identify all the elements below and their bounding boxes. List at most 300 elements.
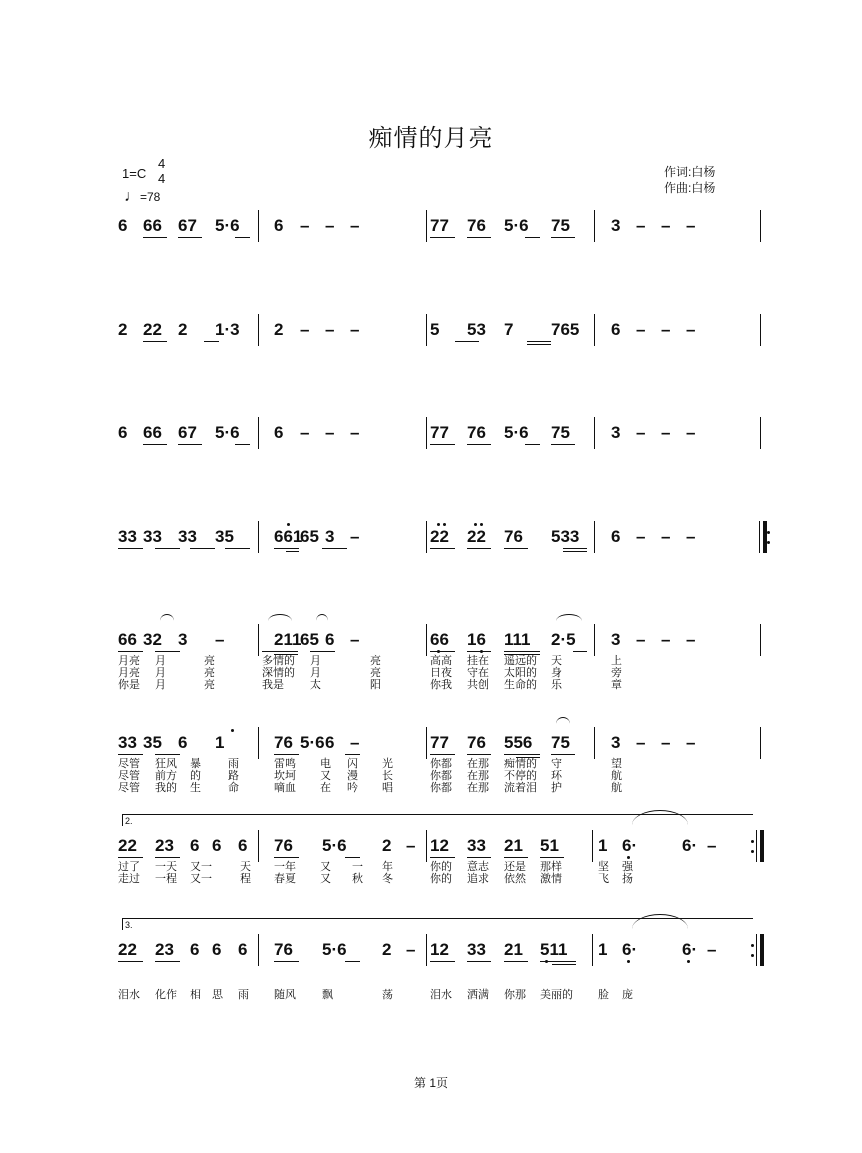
lyric-word: 追求 xyxy=(467,873,489,885)
lyric-word: 又一 xyxy=(190,873,212,885)
note-group: 75 xyxy=(551,733,570,752)
lyric-word: 你我 xyxy=(430,679,452,691)
lyric-word: 生 xyxy=(190,782,201,794)
note-underline xyxy=(552,964,576,965)
lyric-word: 又一 xyxy=(190,861,212,873)
note-group: 76 xyxy=(467,423,486,442)
lyric-word: 生命的 xyxy=(504,679,537,691)
lyric-word: 护 xyxy=(551,782,562,794)
note-underline xyxy=(322,548,347,549)
lyric-word: 太 xyxy=(310,679,321,691)
note-group: – xyxy=(406,940,416,959)
lyric-word: 不停的 xyxy=(504,770,537,782)
bar-line xyxy=(756,934,757,966)
lyric-word: 走过 xyxy=(118,873,140,885)
note-group: 51 xyxy=(540,836,559,855)
composer: 作曲:白杨 xyxy=(664,181,716,195)
lyric-word: 在那 xyxy=(467,782,489,794)
note-group: 76 xyxy=(274,836,293,855)
lyric-word: 激情 xyxy=(540,873,562,885)
key-signature: 1=C xyxy=(122,166,147,181)
note-group: 1 xyxy=(598,836,608,855)
note-group: 77 xyxy=(430,733,449,752)
note-group: 3 xyxy=(611,733,621,752)
lyric-word: 飞 xyxy=(598,873,609,885)
note-group: 6· xyxy=(682,940,698,959)
lyric-word: 吟 xyxy=(347,782,358,794)
lyric-word: 遥远的 xyxy=(504,655,537,667)
lyric-word: 那样 xyxy=(540,861,562,873)
lyric-word: 一程 xyxy=(155,873,177,885)
note-group: 2 xyxy=(274,320,284,339)
note-underline xyxy=(235,444,250,445)
note-group: 3 xyxy=(178,630,188,649)
lyric-word: 坎坷 xyxy=(274,770,296,782)
octave-dot xyxy=(437,523,440,526)
note-group: – xyxy=(636,733,646,752)
note-group: 556 xyxy=(504,733,533,752)
note-underline xyxy=(573,651,587,652)
note-underline xyxy=(467,548,491,549)
note-group: 6 xyxy=(212,940,222,959)
note-group: 75 xyxy=(551,216,570,235)
note-group: 21 xyxy=(504,836,523,855)
note-group: 22 xyxy=(118,940,137,959)
repeat-dot xyxy=(751,840,754,843)
bar-line xyxy=(592,934,593,966)
lyric-word: 月 xyxy=(310,655,321,667)
lyric-word: 前方 xyxy=(155,770,177,782)
note-group: – xyxy=(661,630,671,649)
note-group: 33 xyxy=(467,836,486,855)
bar-line xyxy=(760,417,761,449)
note-group: 3 xyxy=(611,216,621,235)
note-group: 6 xyxy=(238,836,248,855)
note-group: 6 xyxy=(118,216,128,235)
lyric-word: 洒满 xyxy=(467,989,489,1001)
note-underline xyxy=(467,857,491,858)
bar-line xyxy=(759,521,760,553)
note-group: 5 xyxy=(430,320,440,339)
note-group: – xyxy=(350,733,360,752)
lyric-word: 月 xyxy=(155,679,166,691)
note-underline xyxy=(467,754,491,755)
note-group: 6· xyxy=(682,836,698,855)
lyric-word: 程 xyxy=(240,873,251,885)
note-group: 1 xyxy=(215,733,225,752)
note-group: 3 xyxy=(325,527,335,546)
lyric-word: 阳 xyxy=(370,679,381,691)
note-group: – xyxy=(325,216,335,235)
note-group: – xyxy=(636,423,646,442)
lyric-word: 还是 xyxy=(504,861,526,873)
note-underline xyxy=(525,444,540,445)
note-group: 5·6 xyxy=(322,940,347,959)
note-underline xyxy=(345,961,360,962)
note-underline xyxy=(274,961,299,962)
note-underline xyxy=(155,548,180,549)
note-group: 6 xyxy=(274,423,284,442)
time-signature-bottom: 4 xyxy=(158,171,166,186)
note-underline xyxy=(467,444,491,445)
note-underline xyxy=(504,754,540,755)
tempo-value: =78 xyxy=(140,190,161,204)
lyric-word: 旁 xyxy=(611,667,622,679)
note-underline xyxy=(430,548,455,549)
note-group: 22 xyxy=(143,320,162,339)
note-group: 211 xyxy=(274,630,302,649)
lyric-word: 望 xyxy=(611,758,622,770)
lyric-word: 意志 xyxy=(467,861,489,873)
octave-dot xyxy=(687,960,690,963)
note-group: 76 xyxy=(274,733,293,752)
note-underline xyxy=(235,237,250,238)
slur-mark xyxy=(556,717,570,724)
lyric-word: 飘 xyxy=(322,989,333,1001)
lyric-word: 的 xyxy=(190,770,201,782)
note-underline xyxy=(274,548,299,549)
lyric-word: 庞 xyxy=(622,989,633,1001)
note-underline xyxy=(455,341,479,342)
octave-dot xyxy=(627,960,630,963)
note-group: – xyxy=(686,216,696,235)
note-underline xyxy=(274,754,299,755)
note-underline xyxy=(504,548,528,549)
octave-dot xyxy=(545,960,548,963)
lyric-word: 你那 xyxy=(504,989,526,1001)
note-group: 6 xyxy=(190,836,200,855)
lyric-word: 你是 xyxy=(118,679,140,691)
volta-bracket xyxy=(122,814,753,826)
bar-line xyxy=(258,521,259,553)
lyric-word: 又 xyxy=(320,873,331,885)
note-underline xyxy=(118,961,143,962)
lyric-word: 在 xyxy=(320,782,331,794)
volta-number: 2. xyxy=(125,816,133,826)
lyric-word: 尽管 xyxy=(118,758,140,770)
note-underline xyxy=(118,857,143,858)
lyric-word: 狂风 xyxy=(155,758,177,770)
note-group: 12 xyxy=(430,836,449,855)
note-group: 6 xyxy=(325,733,335,752)
song-title: 痴情的月亮 xyxy=(368,124,494,152)
note-group: 67 xyxy=(178,216,197,235)
lyric-word: 荡 xyxy=(382,989,393,1001)
slur-mark xyxy=(556,614,582,621)
note-underline xyxy=(310,651,335,652)
note-underline xyxy=(430,237,455,238)
note-group: 65 xyxy=(300,527,319,546)
note-group: 33 xyxy=(143,527,162,546)
octave-dot xyxy=(437,650,440,653)
lyric-word: 天 xyxy=(240,861,251,873)
bar-line xyxy=(426,521,427,553)
note-group: 53 xyxy=(467,320,486,339)
lyric-word: 亮 xyxy=(370,667,381,679)
slur-mark xyxy=(268,614,292,621)
note-group: 765 xyxy=(551,320,580,339)
note-underline xyxy=(551,237,575,238)
bar-line xyxy=(258,314,259,346)
lyric-word: 守 xyxy=(551,758,562,770)
note-group: – xyxy=(686,423,696,442)
note-group: – xyxy=(686,320,696,339)
lyric-word: 强 xyxy=(622,861,633,873)
note-underline xyxy=(190,548,215,549)
note-underline xyxy=(178,237,202,238)
note-underline xyxy=(225,548,250,549)
octave-dot xyxy=(480,523,483,526)
lyric-word: 春夏 xyxy=(274,873,296,885)
bar-line xyxy=(426,934,427,966)
bar-line xyxy=(760,210,761,242)
note-group: – xyxy=(661,733,671,752)
bar-line xyxy=(258,210,259,242)
note-group: 6· xyxy=(622,940,638,959)
note-group: 661 xyxy=(274,527,303,546)
lyric-word: 扬 xyxy=(622,873,633,885)
note-underline xyxy=(540,857,564,858)
lyric-word: 我是 xyxy=(262,679,284,691)
slur-mark xyxy=(316,614,328,621)
octave-dot xyxy=(231,729,234,732)
lyric-word: 化作 xyxy=(155,989,177,1001)
note-group: 111 xyxy=(504,630,531,649)
note-group: – xyxy=(300,320,310,339)
note-group: 22 xyxy=(430,527,449,546)
note-group: – xyxy=(707,940,717,959)
note-group: 6· xyxy=(622,836,638,855)
note-group: – xyxy=(636,527,646,546)
note-group: 5·6 xyxy=(215,423,240,442)
octave-dot xyxy=(474,523,477,526)
note-group: – xyxy=(300,216,310,235)
note-group: 6 xyxy=(274,216,284,235)
repeat-dot xyxy=(751,850,754,853)
note-group: 66 xyxy=(430,630,449,649)
lyric-word: 日夜 xyxy=(430,667,452,679)
note-group: 77 xyxy=(430,423,449,442)
lyric-word: 唱 xyxy=(382,782,393,794)
bar-line xyxy=(426,830,427,862)
note-group: – xyxy=(350,423,360,442)
octave-dot xyxy=(443,523,446,526)
note-underline xyxy=(467,961,491,962)
note-group: – xyxy=(636,216,646,235)
note-group: 1·3 xyxy=(215,320,240,339)
lyric-word: 身 xyxy=(551,667,562,679)
note-group: 65 xyxy=(300,630,319,649)
note-underline xyxy=(467,651,491,652)
note-group: 5·6 xyxy=(300,733,325,752)
bar-line xyxy=(594,417,595,449)
lyric-word: 你的 xyxy=(430,861,452,873)
bar-line xyxy=(258,417,259,449)
lyric-word: 我的 xyxy=(155,782,177,794)
bar-line xyxy=(592,830,593,862)
note-underline xyxy=(527,341,551,342)
note-underline xyxy=(430,857,455,858)
lyric-word: 航 xyxy=(611,770,622,782)
lyric-word: 美丽的 xyxy=(540,989,573,1001)
note-group: 66 xyxy=(143,216,162,235)
note-group: 12 xyxy=(430,940,449,959)
note-group: 33 xyxy=(118,527,137,546)
octave-dot xyxy=(480,650,483,653)
lyric-word: 又 xyxy=(320,861,331,873)
note-group: 6 xyxy=(178,733,188,752)
note-underline xyxy=(178,444,202,445)
note-group: 6 xyxy=(212,836,222,855)
lyric-word: 一年 xyxy=(274,861,296,873)
note-underline xyxy=(274,857,299,858)
lyric-word: 雷鸣 xyxy=(274,758,296,770)
repeat-dot xyxy=(751,954,754,957)
note-underline xyxy=(504,961,528,962)
note-group: 6 xyxy=(325,630,335,649)
note-group: 511 xyxy=(540,940,568,959)
note-underline xyxy=(430,961,455,962)
volta-bracket xyxy=(122,918,753,930)
lyricist: 作词:白杨 xyxy=(664,165,716,179)
lyric-word: 月亮 xyxy=(118,667,140,679)
lyric-word: 思 xyxy=(212,989,223,1001)
note-underline xyxy=(430,754,455,755)
repeat-dot xyxy=(767,531,770,534)
note-group: 33 xyxy=(178,527,197,546)
lyric-word: 痴情的 xyxy=(504,758,537,770)
lyric-word: 光 xyxy=(382,758,393,770)
lyric-word: 航 xyxy=(611,782,622,794)
bar-line xyxy=(426,727,427,759)
note-group: 66 xyxy=(118,630,137,649)
lyric-word: 你都 xyxy=(430,770,452,782)
note-group: 23 xyxy=(155,836,174,855)
note-underline xyxy=(563,548,587,549)
note-group: – xyxy=(350,527,360,546)
note-group: 23 xyxy=(155,940,174,959)
note-underline xyxy=(563,551,587,552)
note-group: – xyxy=(686,733,696,752)
lyric-word: 随风 xyxy=(274,989,296,1001)
note-group: – xyxy=(636,320,646,339)
lyric-word: 你的 xyxy=(430,873,452,885)
slur-mark xyxy=(160,614,174,621)
lyric-word: 流着泪 xyxy=(504,782,537,794)
note-group: 66 xyxy=(143,423,162,442)
note-underline xyxy=(143,444,167,445)
bar-line xyxy=(760,314,761,346)
lyric-word: 尽管 xyxy=(118,782,140,794)
bar-line xyxy=(258,727,259,759)
lyric-word: 依然 xyxy=(504,873,526,885)
note-group: – xyxy=(406,836,416,855)
lyric-word: 又 xyxy=(320,770,331,782)
repeat-bar xyxy=(760,934,764,966)
lyric-word: 月 xyxy=(155,655,166,667)
note-group: – xyxy=(661,527,671,546)
lyric-word: 天 xyxy=(551,655,562,667)
note-group: 3 xyxy=(611,423,621,442)
repeat-dot xyxy=(767,541,770,544)
lyric-word: 冬 xyxy=(382,873,393,885)
note-group: 2 xyxy=(178,320,188,339)
lyric-word: 泪水 xyxy=(118,989,140,1001)
bar-line xyxy=(594,314,595,346)
note-underline xyxy=(525,237,540,238)
note-underline xyxy=(143,237,167,238)
time-signature-top: 4 xyxy=(158,156,166,171)
bar-line xyxy=(258,830,259,862)
note-group: 5·6 xyxy=(215,216,240,235)
note-group: 2 xyxy=(118,320,128,339)
octave-dot xyxy=(287,523,290,526)
quarter-note-icon: ♩ xyxy=(124,188,140,205)
lyric-word: 路 xyxy=(228,770,239,782)
note-group: 5·6 xyxy=(322,836,347,855)
lyric-word: 坚 xyxy=(598,861,609,873)
repeat-bar xyxy=(763,521,767,553)
note-group: – xyxy=(686,630,696,649)
bar-line xyxy=(756,830,757,862)
time-signature xyxy=(158,156,165,186)
lyric-word: 乐 xyxy=(551,679,562,691)
note-underline xyxy=(118,651,143,652)
lyric-word: 电 xyxy=(320,758,331,770)
lyric-word: 命 xyxy=(228,782,239,794)
note-underline xyxy=(155,754,180,755)
lyric-word: 太阳的 xyxy=(504,667,537,679)
bar-line xyxy=(426,624,427,656)
lyric-word: 亮 xyxy=(370,655,381,667)
note-group: – xyxy=(300,423,310,442)
bar-line xyxy=(594,521,595,553)
note-group: 6 xyxy=(611,527,621,546)
bar-line xyxy=(258,624,259,656)
bar-line xyxy=(426,417,427,449)
note-group: 2·5 xyxy=(551,630,576,649)
note-underline xyxy=(345,857,360,858)
bar-line xyxy=(594,624,595,656)
note-group: 32 xyxy=(143,630,162,649)
note-group: – xyxy=(661,320,671,339)
bar-line xyxy=(258,934,259,966)
note-underline xyxy=(551,444,575,445)
lyric-word: 多情的 xyxy=(262,655,295,667)
lyric-word: 雨 xyxy=(238,989,249,1001)
lyric-word: 你都 xyxy=(430,758,452,770)
note-group: 75 xyxy=(551,423,570,442)
bar-line xyxy=(426,314,427,346)
note-group: 6 xyxy=(611,320,621,339)
note-group: 16 xyxy=(467,630,486,649)
lyric-word: 漫 xyxy=(347,770,358,782)
note-group: 76 xyxy=(504,527,523,546)
credits xyxy=(664,164,715,196)
lyric-word: 年 xyxy=(382,861,393,873)
note-group: 2 xyxy=(382,940,392,959)
bar-line xyxy=(760,624,761,656)
volta-number: 3. xyxy=(125,920,133,930)
note-group: – xyxy=(661,423,671,442)
note-group: 33 xyxy=(118,733,137,752)
lyric-word: 一天 xyxy=(155,861,177,873)
note-group: – xyxy=(350,320,360,339)
note-underline xyxy=(155,857,180,858)
note-group: 6 xyxy=(190,940,200,959)
lyric-word: 过了 xyxy=(118,861,140,873)
lyric-word: 秋 xyxy=(352,873,363,885)
